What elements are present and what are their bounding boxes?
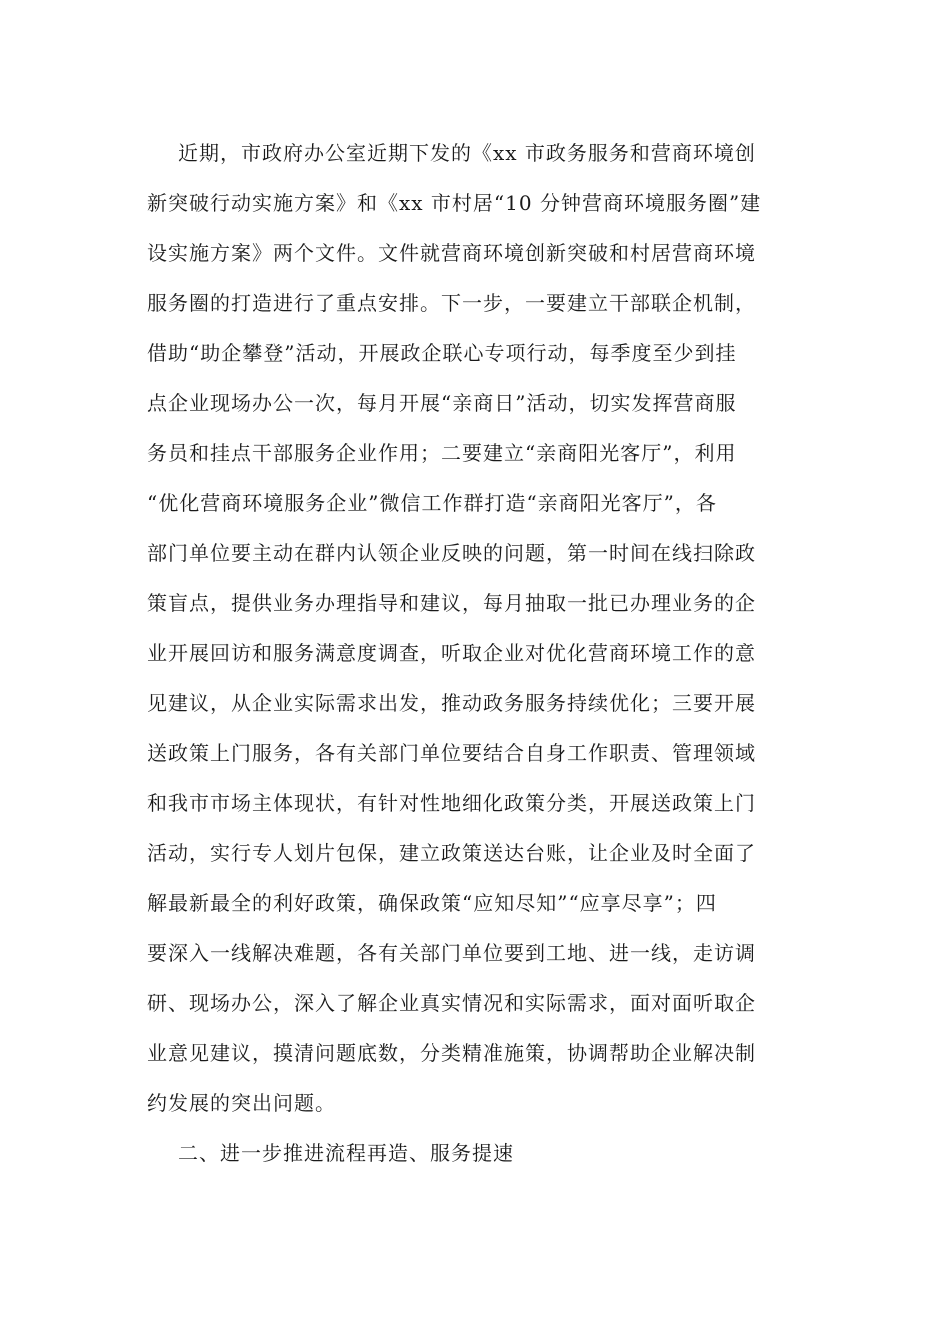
section-heading: 二、进一步推进流程再造、服务提速 <box>178 1141 514 1165</box>
paragraph-line: 活动，实行专人划片包保，建立政策送达台账，让企业及时全面了 <box>147 841 756 865</box>
paragraph-line: 业开展回访和服务满意度调查，听取企业对优化营商环境工作的意 <box>147 641 756 665</box>
paragraph-line: 借助“助企攀登”活动，开展政企联心专项行动，每季度至少到挂 <box>147 341 737 365</box>
paragraph-line: 务员和挂点干部服务企业作用；二要建立“亲商阳光客厅”，利用 <box>147 441 737 465</box>
paragraph-line: 送政策上门服务，各有关部门单位要结合自身工作职责、管理领域 <box>147 741 756 765</box>
paragraph-line: 解最新最全的利好政策，确保政策“应知尽知”“应享尽享”；四 <box>147 891 717 915</box>
paragraph-line: 近期，市政府办公室近期下发的《xx 市政务服务和营商环境创 <box>178 141 756 165</box>
paragraph-line: 部门单位要主动在群内认领企业反映的问题，第一时间在线扫除政 <box>147 541 756 565</box>
paragraph-line: 业意见建议，摸清问题底数，分类精准施策，协调帮助企业解决制 <box>147 1041 756 1065</box>
paragraph-line: 点企业现场办公一次，每月开展“亲商日”活动，切实发挥营商服 <box>147 391 737 415</box>
paragraph-line: 研、现场办公，深入了解企业真实情况和实际需求，面对面听取企 <box>147 991 756 1015</box>
paragraph-line: 要深入一线解决难题，各有关部门单位要到工地、进一线，走访调 <box>147 941 756 965</box>
paragraph-line: 策盲点，提供业务办理指导和建议，每月抽取一批已办理业务的企 <box>147 591 756 615</box>
paragraph-line: 设实施方案》两个文件。文件就营商环境创新突破和村居营商环境 <box>147 241 756 265</box>
paragraph-line: 见建议，从企业实际需求出发，推动政务服务持续优化；三要开展 <box>147 691 756 715</box>
paragraph-line: 服务圈的打造进行了重点安排。下一步，一要建立干部联企机制， <box>147 291 756 315</box>
paragraph-line: 约发展的突出问题。 <box>147 1091 336 1115</box>
paragraph-line: “优化营商环境服务企业”微信工作群打造“亲商阳光客厅”，各 <box>147 491 717 515</box>
paragraph-line: 和我市市场主体现状，有针对性地细化政策分类，开展送政策上门 <box>147 791 756 815</box>
paragraph-line: 新突破行动实施方案》和《xx 市村居“10 分钟营商环境服务圈”建 <box>147 191 762 215</box>
